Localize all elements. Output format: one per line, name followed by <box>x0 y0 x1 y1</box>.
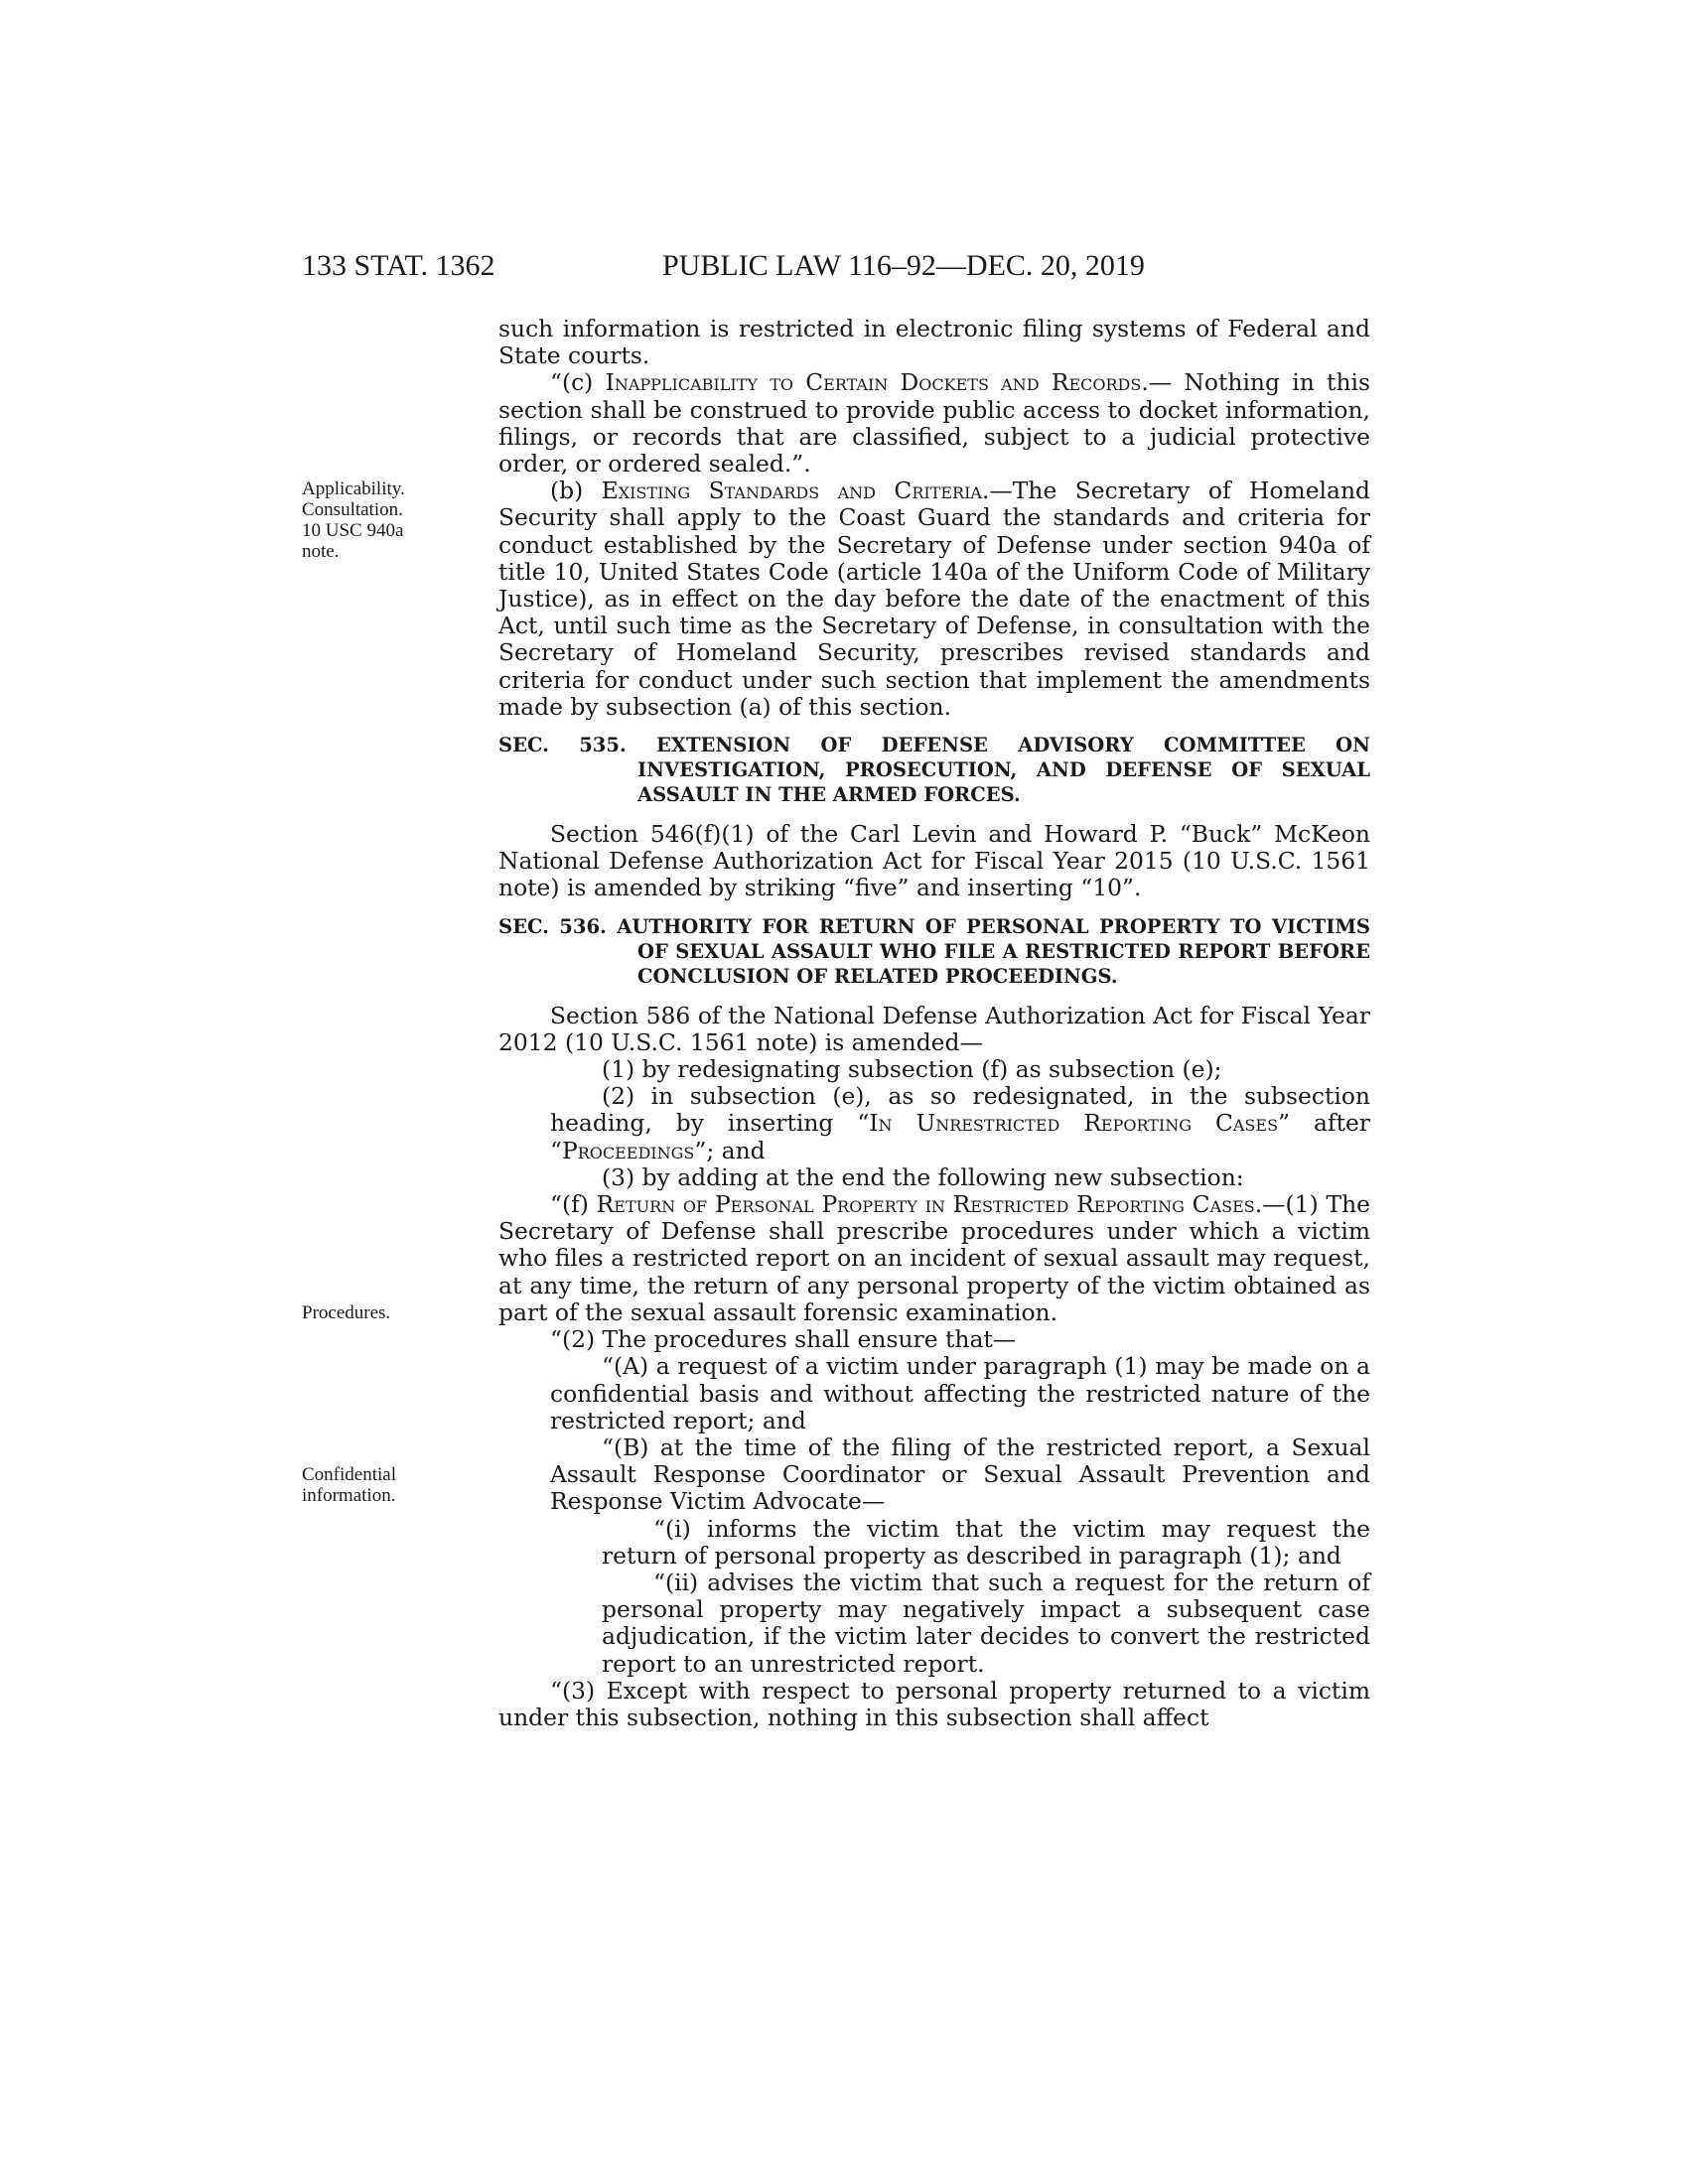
paragraph: “(2) The procedures shall ensure that— <box>550 1325 1017 1354</box>
paragraph: “(i) informs the victim that the victim may request the return of personal property as described in paragraph (1); and <box>602 1514 1370 1570</box>
paragraph: Section 546(f)(1) of the Carl Levin and Howard P. “Buck” McKeon National Defense Authorization Act for Fiscal Year 2015 (10 U.S.C. 1561 note) is amended by striking “five” and inserting “10”. <box>498 820 1370 902</box>
law-title: PUBLIC LAW 116–92—DEC. 20, 2019 <box>662 249 1145 282</box>
margin-note-line: note. <box>302 541 340 562</box>
paragraph-rest: .— Nothing in this section shall be construed to provide public access to docket information, filings, or records that are classified, subject to a judicial protective order, or ordered sealed.”. <box>498 368 1370 478</box>
paragraph-open: “(f) <box>550 1190 597 1219</box>
margin-note-line: Procedures. <box>302 1302 391 1323</box>
paragraph: (1) by redesignating subsection (f) as subsection (e); <box>602 1055 1222 1084</box>
margin-note-line: 10 USC 940a <box>302 520 404 541</box>
paragraph: such information is restricted in electronic filing systems of Federal and State courts. <box>498 315 1370 370</box>
margin-note-line: Consultation. <box>302 499 403 520</box>
text-run: ” after “ <box>550 1109 1370 1164</box>
paragraph-return-of-property <box>498 1191 1370 1326</box>
paragraph: Section 586 of the National Defense Authorization Act for Fiscal Year 2012 (10 U.S.C. 1561 note) is amended— <box>498 1001 1370 1056</box>
text-run: ”; and <box>694 1136 766 1164</box>
paragraph-heading: Existing Standards and Criteria <box>601 477 982 505</box>
page-header <box>0 246 1688 286</box>
margin-note-procedures <box>302 1302 441 1323</box>
margin-note-line: Confidential <box>302 1464 396 1485</box>
paragraph-heading: Return of Personal Property in Restricted Reporting Cases <box>596 1190 1255 1219</box>
paragraph-open: (b) <box>550 477 602 505</box>
paragraph-heading: Inapplicability to Certain Dockets and Records <box>605 368 1142 397</box>
paragraph-rest: .—The Secretary of Homeland Security shall apply to the Coast Guard the standards and criteria for conduct established by the Secretary of Defense under section 940a of title 10, United States Code (article 140a of the Uniform Code of Military Justice), as in effect on the day before the date of the enactment of this Act, until such time as the Secretary of Defense, in consultation with the Secretary of Homeland Security, prescribes revised standards and criteria for conduct under such section that implement the amendments made by subsection (a) of this section. <box>498 477 1371 721</box>
paragraph-inapplicability <box>498 369 1370 478</box>
section-535-heading: SEC. 535. EXTENSION OF DEFENSE ADVISORY COMMITTEE ON INVESTIGATION, PROSECUTION, AND DEFENSE OF SEXUAL ASSAULT IN THE ARMED FORCES. <box>498 734 1370 807</box>
margin-note-line: Applicability. <box>302 478 405 499</box>
paragraph: (3) by adding at the end the following new subsection: <box>602 1162 1244 1191</box>
paragraph: “(A) a request of a victim under paragraph (1) may be made on a confidential basis and without affecting the restricted nature of the restricted report; and <box>550 1352 1370 1434</box>
text-run: (2) in subsection (e), as so redesignated, in the subsection heading, by inserting “ <box>550 1082 1370 1138</box>
paragraph-open: “(c) <box>550 368 606 397</box>
paragraph: “(B) at the time of the filing of the restricted report, a Sexual Assault Response Coordinator or Sexual Assault Prevention and Response Victim Advocate— <box>550 1433 1370 1516</box>
margin-note-confidential <box>302 1464 441 1506</box>
section-536-heading: SEC. 536. AUTHORITY FOR RETURN OF PERSONAL PROPERTY TO VICTIMS OF SEXUAL ASSAULT WHO FILE A RESTRICTED REPORT BEFORE CONCLUSION OF RELATED PROCEEDINGS. <box>498 914 1370 988</box>
statute-body <box>498 316 1370 1731</box>
text-run-small-caps: Proceedings <box>561 1136 695 1164</box>
paragraph-rest: .—(1) The Secretary of Defense shall prescribe procedures under which a victim who files a restricted report on an incident of sexual assault may request, at any time, the return of any personal property of the victim obtained as part of the sexual assault forensic examination. <box>498 1190 1370 1326</box>
margin-note-applicability <box>302 478 441 562</box>
margin-note-line: information. <box>302 1485 396 1506</box>
paragraph-existing-standards <box>498 478 1370 721</box>
paragraph <box>498 1083 1370 1164</box>
text-run-small-caps: In Unrestricted Reporting Cases <box>869 1109 1279 1138</box>
paragraph: “(ii) advises the victim that such a request for the return of personal property may negatively impact a subsequent case adjudication, if the victim later decides to convert the restricted report to an unrestricted report. <box>602 1568 1370 1678</box>
stat-citation: 133 STAT. 1362 <box>302 249 495 282</box>
paragraph: “(3) Except with respect to personal property returned to a victim under this subsection, nothing in this subsection shall affect <box>498 1676 1370 1731</box>
